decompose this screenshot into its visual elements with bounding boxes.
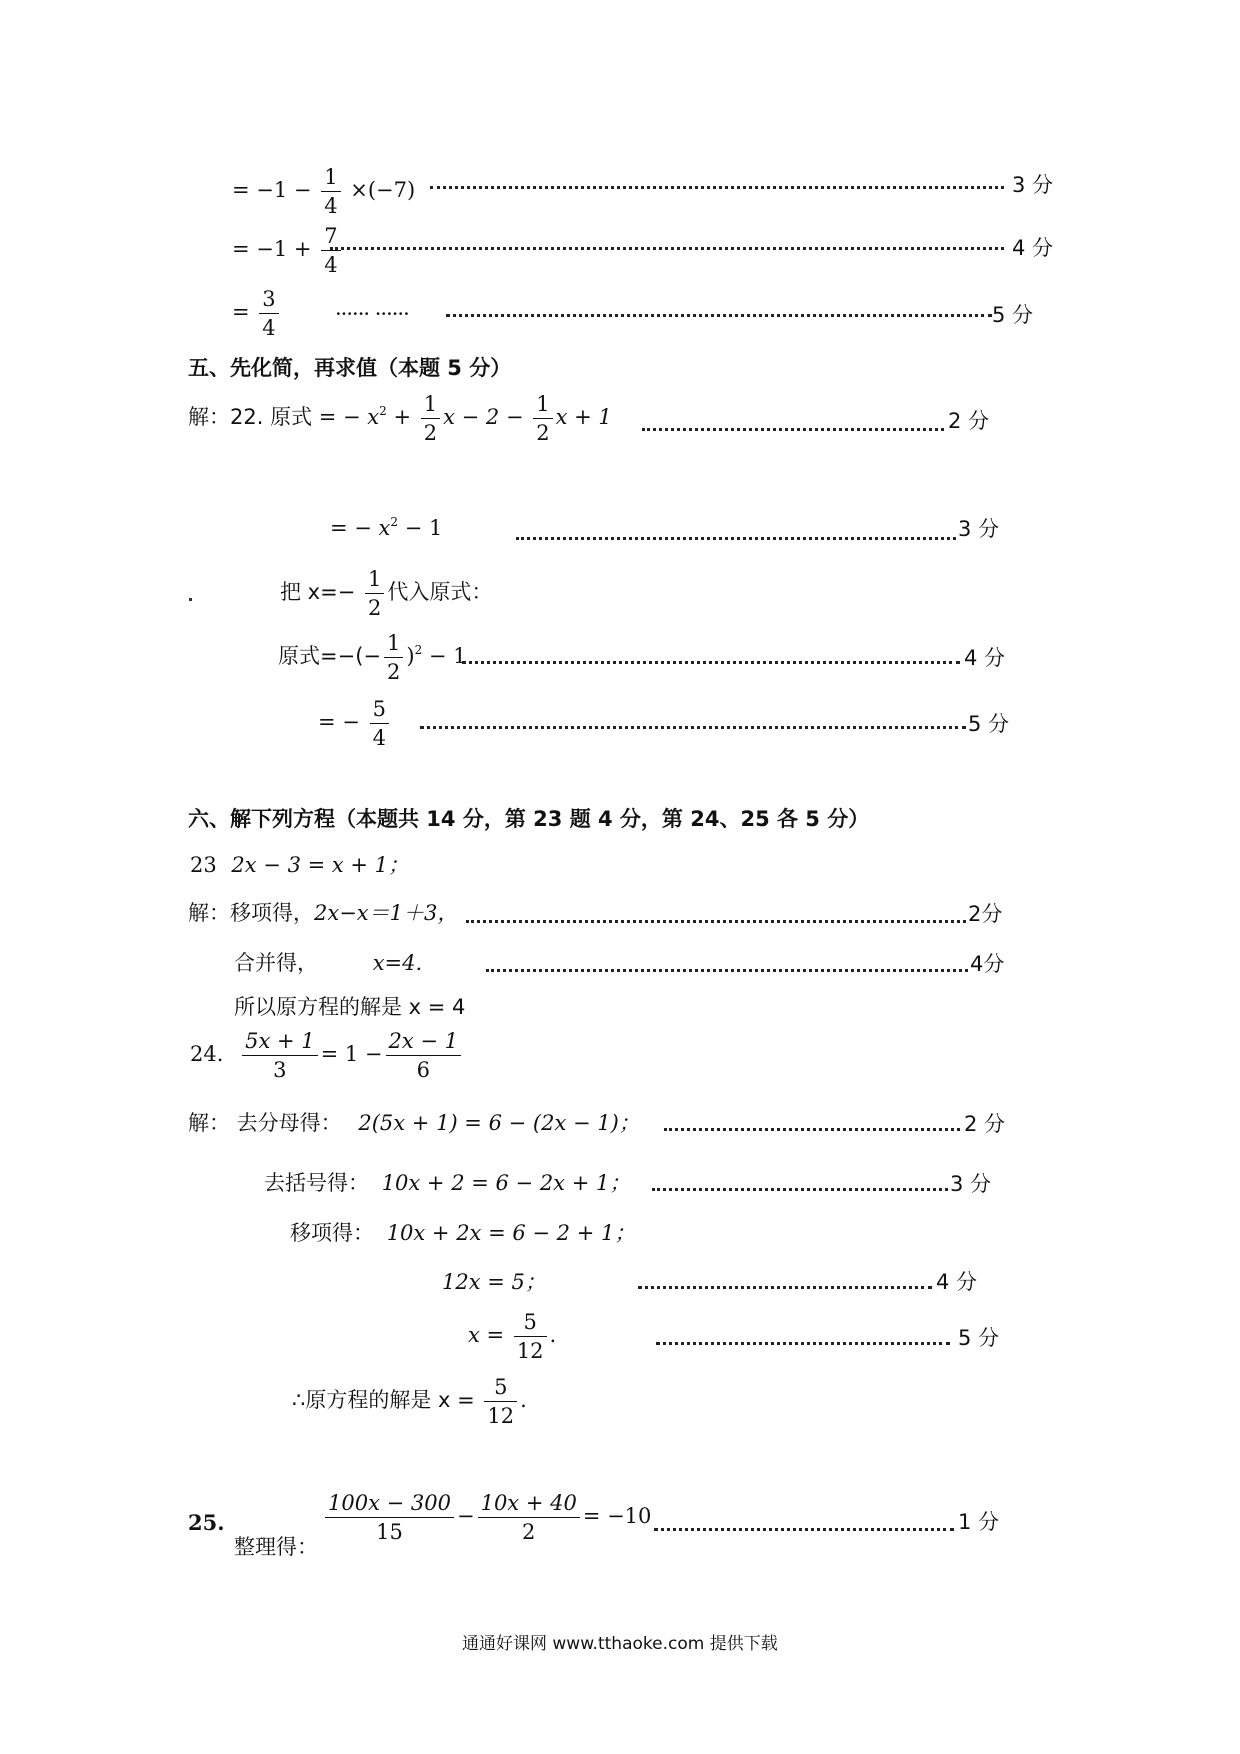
- q24-step1-score: 2 分: [964, 1112, 1006, 1136]
- step4-score: 4 分: [1012, 236, 1054, 260]
- q24-label: 24.: [190, 1042, 224, 1067]
- step4-leader-dots: [330, 247, 1004, 250]
- s5-line3: 把 x=− $\frac{1}{2}$ 代入原式：: [280, 567, 493, 621]
- q25-fraction-2: $\frac{10x + 40}{2}$: [478, 1492, 580, 1543]
- s5-line5-fraction: $\frac{5}{4}$: [370, 698, 389, 749]
- q23-step2-score: 4分: [970, 952, 1005, 976]
- q24-fraction-2: $\frac{2x - 1}{6}$: [386, 1030, 462, 1081]
- s5-line1: 解：22. 原式 = − $x^2$ + $\frac{1}{2}$ x − 2 − $\frac{1}{2}$ x + 1: [188, 392, 612, 446]
- q23-step2-leader-dots: [486, 969, 968, 972]
- step4-lead: = −1 +: [232, 237, 312, 262]
- step5-line: [232, 288, 282, 339]
- q23-step1: 解：移项得，2x−x＝1＋3，: [188, 901, 459, 925]
- q24-step1: 解： 去分母得： 2(5x + 1) = 6 − (2x − 1)；: [188, 1111, 640, 1135]
- q24-step2: 去括号得： 10x + 2 = 6 − 2x + 1；: [264, 1171, 631, 1195]
- s5-line5-leader-dots: [420, 726, 966, 729]
- q25-label: 25.: [188, 1510, 225, 1535]
- s5-line1-prefix: 解：22. 原式: [188, 405, 313, 430]
- q25-score: 1 分: [958, 1510, 1000, 1534]
- q24-step4: 12x = 5；: [442, 1270, 546, 1294]
- step3-fraction: $\frac{1}{4}$: [321, 166, 340, 217]
- step5-score: 5 分: [992, 303, 1034, 327]
- s5-line2: = − $x^2 - 1$: [330, 515, 443, 540]
- s5-line5: = − $\frac{5}{4}$: [318, 698, 392, 749]
- q23-label: 23: [190, 853, 217, 877]
- step3-lead: = −1 −: [232, 178, 312, 203]
- s5-line4-score: 4 分: [964, 646, 1006, 670]
- s5-line4-leader-dots: [462, 661, 960, 664]
- q23-step3: 所以原方程的解是 x = 4: [234, 995, 466, 1019]
- step5-leader-dots: [446, 314, 992, 317]
- step3-score: 3 分: [1012, 173, 1054, 197]
- s5-line1-leader-dots: [642, 428, 944, 431]
- s5-line4: 原式=−(− $\frac{1}{2}$ )$^2$ − 1: [278, 631, 467, 685]
- stray-dot-mark: [189, 598, 192, 601]
- section5-heading: 五、先化简，再求值（本题 5 分）: [188, 356, 512, 380]
- s5-line5-score: 5 分: [968, 712, 1010, 736]
- q23-step1-leader-dots: [466, 920, 966, 923]
- q24-line: 24. $\frac{5x + 1}{3}$ = 1 − $\frac{2x - 1}{6}$: [190, 1030, 464, 1081]
- q25-leader-dots: [654, 1528, 954, 1531]
- footer-credit: 通通好课网 www.tthaoke.com 提供下载: [462, 1634, 778, 1654]
- q24-step6-fraction: $\frac{5}{12}$: [484, 1376, 517, 1427]
- step3-line: [232, 166, 415, 217]
- step3-leader-dots: [430, 186, 1004, 189]
- section6-heading: 六、解下列方程（本题共 14 分，第 23 题 4 分，第 24、25 各 5 分）: [188, 807, 870, 831]
- q24-step4-score: 4 分: [936, 1270, 978, 1294]
- q24-step5-score: 5 分: [958, 1326, 1000, 1350]
- q25-fraction-1: $\frac{100x - 300}{15}$: [325, 1492, 454, 1543]
- q24-step4-leader-dots: [638, 1286, 932, 1289]
- s5-line1-score: 2 分: [948, 409, 990, 433]
- s5-line2-leader-dots: [516, 537, 956, 540]
- q24-fraction-1: $\frac{5x + 1}{3}$: [242, 1030, 318, 1081]
- q24-step1-leader-dots: [664, 1128, 960, 1131]
- q25-sublabel: 整理得：: [234, 1535, 318, 1559]
- q24-step6: ∴原方程的解是 x = $\frac{5}{12}$ .: [292, 1375, 527, 1429]
- q23-equation: 2x − 3 = x + 1；: [231, 853, 410, 877]
- q23-step1-score: 2分: [968, 902, 1003, 926]
- q24-step5-leader-dots: [656, 1342, 950, 1345]
- q24-step2-score: 3 分: [950, 1172, 992, 1196]
- step5-lead: =: [232, 300, 250, 325]
- q23-line: [190, 855, 409, 876]
- step3-tail: ×(−7): [350, 178, 416, 203]
- step5-fraction: $\frac{3}{4}$: [259, 288, 278, 339]
- q25-equation: $\frac{100x - 300}{15}$ − $\frac{10x + 40}{2}$ = −10: [322, 1492, 651, 1543]
- q24-step5-fraction: $\frac{5}{12}$: [514, 1311, 547, 1362]
- step5-gap-dots: ······ ······: [335, 302, 409, 326]
- q24-step2-leader-dots: [652, 1188, 948, 1191]
- q23-step2: 合并得， x=4.: [234, 951, 423, 975]
- q24-step5: x = $\frac{5}{12}$ .: [468, 1310, 557, 1364]
- step4-line: [232, 225, 344, 276]
- q24-step3: 移项得： 10x + 2x = 6 − 2 + 1；: [290, 1221, 636, 1245]
- s5-line1-fraction-2: $\frac{1}{2}$: [533, 393, 552, 444]
- s5-line1-fraction-1: $\frac{1}{2}$: [421, 393, 440, 444]
- s5-line2-score: 3 分: [958, 517, 1000, 541]
- s5-line3-fraction: $\frac{1}{2}$: [365, 568, 384, 619]
- step4-fraction: $\frac{7}{4}$: [321, 225, 340, 276]
- s5-line4-fraction: $\frac{1}{2}$: [384, 632, 403, 683]
